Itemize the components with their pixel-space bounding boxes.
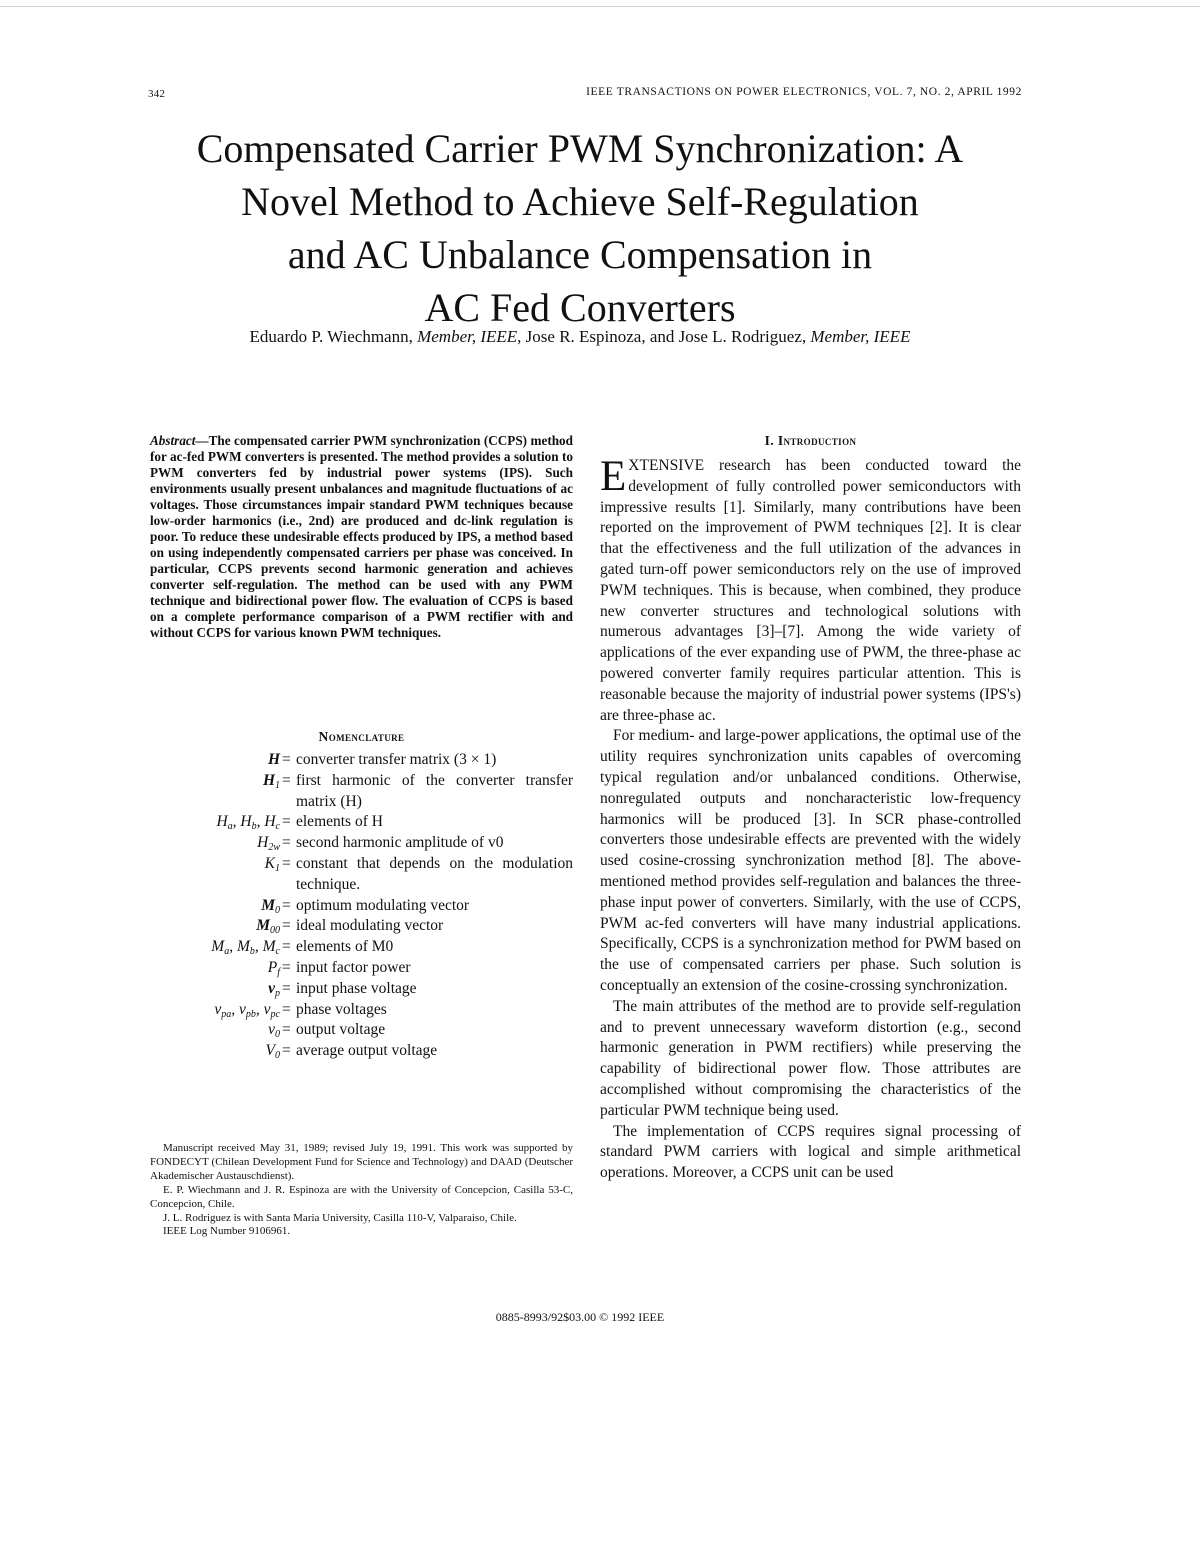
- introduction-heading: I. Introduction: [764, 433, 857, 448]
- author-name: Jose R. Espinoza, and Jose L. Rodriguez,: [521, 327, 811, 346]
- title-line: AC Fed Converters: [424, 285, 736, 330]
- nomenclature-symbol: $P_f$: [267, 958, 280, 978]
- equals-sign: =: [282, 917, 291, 935]
- nomenclature-symbol: $K_1$: [264, 854, 280, 874]
- nomenclature-item: [150, 896, 573, 917]
- author-name: Eduardo P. Wiechmann,: [249, 327, 418, 346]
- nomenclature-symbol: $v_{pa}$, $v_{pb}$, $v_{pc}$: [214, 1000, 280, 1020]
- nomenclature-description: ideal modulating vector: [296, 917, 444, 935]
- footnote-log-number: IEEE Log Number 9106961.: [163, 1225, 291, 1238]
- introduction-body: [600, 453, 1021, 1184]
- equals-sign: =: [282, 813, 291, 831]
- nomenclature-item: [150, 833, 573, 854]
- body-paragraph: The main attributes of the method are to provide self-regulation and to prevent unnecessary waveform distortion (e.g., second harmonic generation in PWM rectifiers) while preserving the capability of bidirectional power flow. Those attributes are accomplished without compromising the characteristics of the particular PWM technique being used.: [600, 997, 1021, 1119]
- body-paragraph: For medium- and large-power applications, the optimal use of the utility requires synchronization units capables of overcoming typical regulation and/or unbalanced conditions. Otherwise, nonregulated outputs and noncharacteristic low-frequency harmonics will be produced [3]. In SCR phase-controlled converters those undesirable effects are prevented with the widely used cosine-crossing synchronization method [8]. The above-mentioned method provides self-regulation and balances the three-phase input power of converters. Similarly, with the use of CCPS, PWM ac-fed converters will have many industrial applications. Specifically, CCPS is a synchronization method for PWM based on the use of compensated carriers per phase. Such solution is conceptually an extension of the cosine-crossing synchronization.: [600, 727, 1021, 994]
- body-paragraph: The implementation of CCPS requires signal processing of standard PWM carriers with logical and simple arithmetical operations. Moreover, a CCPS unit can be used: [600, 1122, 1021, 1182]
- footnote-affiliation: J. L. Rodriguez is with Santa Maria University, Casilla 110-V, Valparaiso, Chile.: [163, 1211, 517, 1224]
- nomenclature-heading: Nomenclature: [318, 729, 405, 744]
- nomenclature-item: [150, 771, 573, 813]
- author-membership: Member, IEEE,: [417, 327, 522, 346]
- equals-sign: =: [282, 1000, 291, 1018]
- nomenclature-item: [150, 750, 573, 771]
- equals-sign: =: [282, 834, 291, 852]
- abstract-text: The compensated carrier PWM synchronization (CCPS) method for ac-fed PWM converters is presented. The method provides a solution to PWM converters fed by industrial power systems (IPS). Such environments usually present unbalances and magnitude fluctuations of ac voltages. Those circumstances impair standard PWM techniques because low-order harmonics (i.e., 2nd) are produced and dc-link regulation is poor. To reduce these undesirable effects produced by IPS, a method based on using independently compensated carriers per phase was conceived. In particular, CCPS prevents second harmonic generation and achieves converter self-regulation. The method can be used with any PWM technique and bidirectional power flow. The evaluation of CCPS is based on a complete performance comparison of a PWM rectifier with and without CCPS for various known PWM techniques.: [150, 433, 573, 640]
- paper-title: [130, 122, 1030, 334]
- nomenclature-list: [150, 750, 573, 1062]
- scan-top-edge: [0, 6, 1200, 7]
- footnote-affiliation: E. P. Wiechmann and J. R. Espinoza are with the University of Concepcion, Casilla 53-C, Concepcion, Chile.: [150, 1183, 573, 1210]
- nomenclature-symbol: H: [267, 751, 280, 768]
- nomenclature-symbol: $H_{2w}$: [257, 834, 280, 854]
- title-line: and AC Unbalance Compensation in: [287, 232, 873, 277]
- nomenclature-description: output voltage: [296, 1021, 386, 1039]
- nomenclature-item: [150, 812, 573, 833]
- author-membership: Member, IEEE: [810, 327, 911, 346]
- page-number: 342: [148, 88, 166, 100]
- nomenclature-description: phase voltages: [296, 1000, 387, 1018]
- nomenclature-symbol: $H_1$: [262, 771, 280, 791]
- nomenclature-description: elements of H: [296, 813, 383, 831]
- equals-sign: =: [282, 896, 291, 914]
- nomenclature-item: [150, 979, 573, 1000]
- equals-sign: =: [282, 771, 291, 789]
- nomenclature-description: converter transfer matrix (3 × 1): [296, 751, 497, 768]
- equals-sign: =: [282, 751, 291, 768]
- nomenclature-item: [150, 958, 573, 979]
- nomenclature-symbol: $H_a$, $H_b$, $H_c$: [216, 813, 280, 833]
- nomenclature-item: [150, 937, 573, 958]
- nomenclature-symbol: $M_a$, $M_b$, $M_c$: [211, 938, 280, 958]
- nomenclature-description: input factor power: [296, 958, 411, 976]
- nomenclature-description: optimum modulating vector: [296, 896, 470, 914]
- nomenclature-description: elements of M0: [296, 938, 394, 956]
- drop-cap: E: [600, 453, 627, 500]
- nomenclature-description: constant that depends on the modulation technique.: [296, 854, 573, 893]
- equals-sign: =: [282, 979, 291, 997]
- nomenclature-symbol: $M_{00}$: [256, 917, 280, 937]
- equals-sign: =: [282, 1021, 291, 1039]
- nomenclature-symbol: $M_0$: [261, 896, 280, 916]
- copyright-code: 0885-8993/92$03.00 © 1992 IEEE: [495, 1310, 665, 1324]
- body-paragraph: EXTENSIVE research has been conducted toward the development of fully controlled power semiconductors with impressive results [1]. Similarly, many contributions have been reported on the improvement of PWM techniques [2]. It is clear that the effectiveness and the full utilization of the advances in gated turn-off power semiconductors rely on the use of improved PWM techniques. This is because, when combined, they produce new converter structures and technological solutions with numerous advantages [3]–[7]. Among the wide variety of applications of the ever expanding use of PWM, the three-phase ac powered converter family requires particular attention. This is reasonable because the majority of industrial power systems (IPS's) are three-phase ac.: [600, 453, 1021, 724]
- nomenclature-item: [150, 1000, 573, 1021]
- title-line: Compensated Carrier PWM Synchronization: A: [196, 126, 964, 171]
- nomenclature-symbol: $v_0$: [268, 1021, 280, 1041]
- nomenclature-item: [150, 854, 573, 896]
- title-line: Novel Method to Achieve Self-Regulation: [241, 179, 919, 224]
- equals-sign: =: [282, 1042, 291, 1060]
- nomenclature-description: second harmonic amplitude of v0: [296, 834, 504, 852]
- left-column: [150, 433, 573, 1238]
- footnote-manuscript: Manuscript received May 31, 1989; revised July 19, 1991. This work was supported by FONDECYT (Chilean Development Fund for Science and Technology) and DAAD (Deutscher Akademischer Austauschdienst).: [150, 1142, 573, 1182]
- nomenclature-symbol: $v_p$: [268, 979, 280, 999]
- running-head: IEEE TRANSACTIONS ON POWER ELECTRONICS, VOL. 7, NO. 2, APRIL 1992: [586, 86, 1022, 98]
- nomenclature-item: [150, 916, 573, 937]
- abstract: [150, 433, 573, 641]
- abstract-lead: Abstract—: [150, 433, 209, 448]
- nomenclature-description: average output voltage: [296, 1042, 438, 1060]
- footnote: [150, 1142, 573, 1239]
- nomenclature-description: input phase voltage: [296, 979, 417, 997]
- nomenclature-symbol: $V_0$: [265, 1042, 280, 1062]
- nomenclature-item: [150, 1041, 573, 1062]
- nomenclature-item: [150, 1020, 573, 1041]
- author-line: [130, 327, 1030, 347]
- equals-sign: =: [282, 854, 291, 872]
- equals-sign: =: [282, 958, 291, 976]
- nomenclature-description: first harmonic of the converter transfer matrix (H): [296, 771, 573, 810]
- equals-sign: =: [282, 938, 291, 956]
- right-column: [600, 433, 1021, 1184]
